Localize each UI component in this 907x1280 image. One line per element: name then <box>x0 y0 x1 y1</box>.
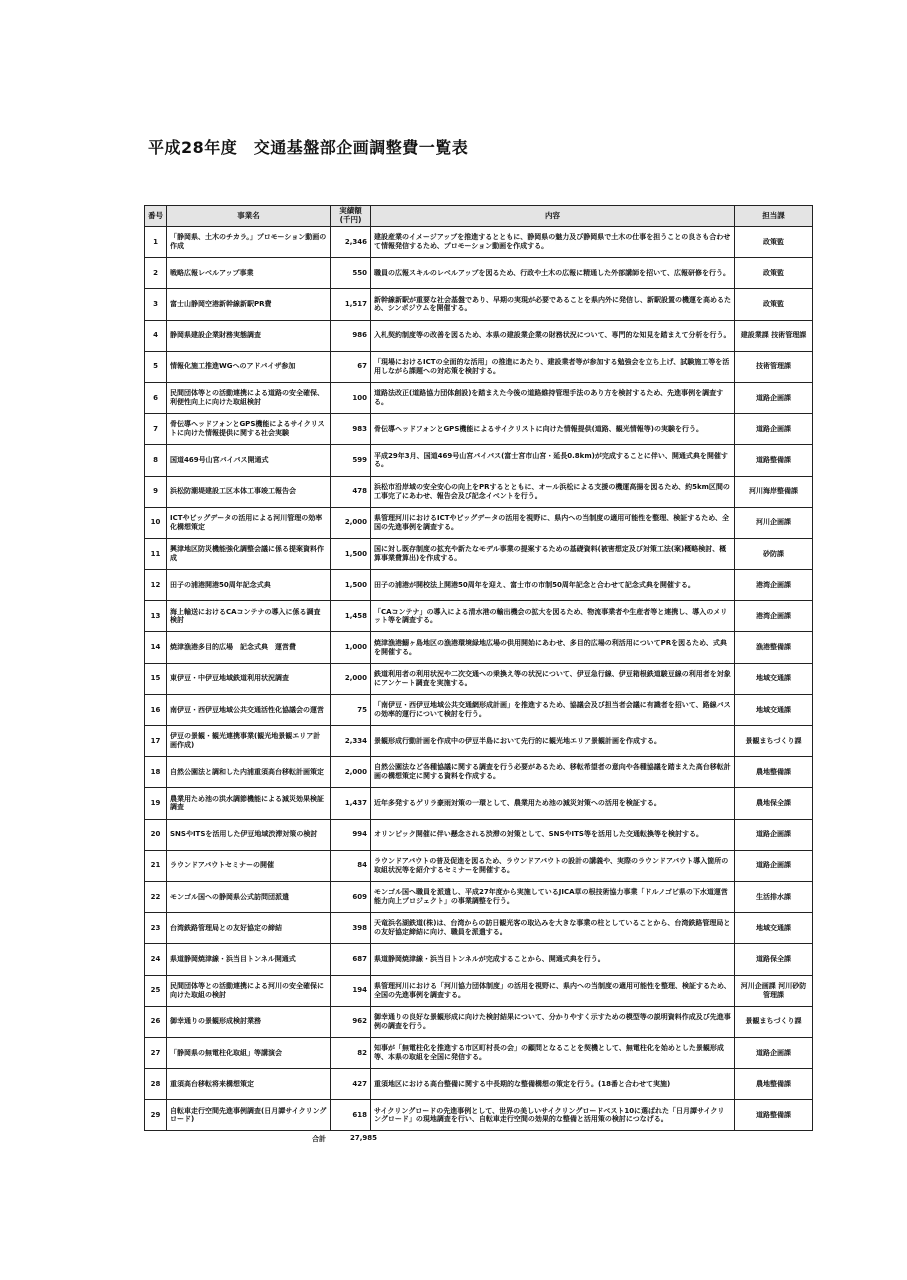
row-description: 建設産業のイメージアップを推進するとともに、静岡県の魅力及び静岡県で土木の仕事を担うことの良さも合わせて情報発信するため、プロモーション動画を作成する。 <box>371 227 735 258</box>
row-number: 17 <box>145 726 167 757</box>
row-amount: 2,000 <box>331 663 371 694</box>
row-number: 1 <box>145 227 167 258</box>
row-department: 地域交通課 <box>735 663 813 694</box>
row-project-name: 海上輸送におけるCAコンテナの導入に係る調査検討 <box>167 601 331 632</box>
row-department: 道路企画課 <box>735 382 813 413</box>
table-row <box>145 351 813 382</box>
table-row <box>145 538 813 569</box>
table-row <box>145 289 813 320</box>
row-department: 港湾企画課 <box>735 601 813 632</box>
row-project-name: 自然公園法と調和した内浦重須高台移転計画策定 <box>167 757 331 788</box>
row-number: 5 <box>145 351 167 382</box>
row-description: 国に対し既存制度の拡充や新たなモデル事業の提案するための基礎資料(被害想定及び対策工法(案)概略検討、概算事業費算出)を作成する。 <box>371 538 735 569</box>
table-row <box>145 975 813 1006</box>
table-row <box>145 788 813 819</box>
row-project-name: 田子の浦港開港50周年記念式典 <box>167 570 331 601</box>
table-row <box>145 913 813 944</box>
row-description: 田子の浦港が開校法上開港50周年を迎え、富士市の市制50周年記念と合わせて記念式典を開催する。 <box>371 570 735 601</box>
row-amount: 618 <box>331 1100 371 1131</box>
row-department: 砂防課 <box>735 538 813 569</box>
header-no: 番号 <box>145 206 167 227</box>
table-row <box>145 227 813 258</box>
row-number: 2 <box>145 258 167 289</box>
row-project-name: 興津地区防災機能強化調整会議に係る提案資料作成 <box>167 538 331 569</box>
row-description: 平成29年3月、国道469号山宮バイパス(富士宮市山宮・延長0.8km)が完成することに伴い、開通式典を開催する。 <box>371 445 735 476</box>
row-description: 浜松市沿岸域の安全安心の向上をPRするとともに、オール浜松による支援の機運高揚を図るため、約5km区間の工事完了にあわせ、報告会及び記念イベントを行う。 <box>371 476 735 507</box>
row-description: 入札契約制度等の改善を図るため、本県の建設業企業の財務状況について、専門的な知見を踏まえて分析を行う。 <box>371 320 735 351</box>
row-project-name: 民間団体等との活動連携による河川の安全確保に向けた取組の検討 <box>167 975 331 1006</box>
table-row <box>145 1006 813 1037</box>
row-project-name: SNSやITSを活用した伊豆地域渋滞対策の検討 <box>167 819 331 850</box>
table-row <box>145 881 813 912</box>
row-number: 9 <box>145 476 167 507</box>
row-amount: 550 <box>331 258 371 289</box>
row-number: 13 <box>145 601 167 632</box>
row-department: 道路企画課 <box>735 819 813 850</box>
row-project-name: 重須高台移転将来構想策定 <box>167 1069 331 1100</box>
table-row <box>145 1037 813 1068</box>
row-number: 21 <box>145 850 167 881</box>
row-number: 4 <box>145 320 167 351</box>
row-department: 政策監 <box>735 227 813 258</box>
row-project-name: 台湾鉄路管理局との友好協定の締結 <box>167 913 331 944</box>
row-department: 道路整備課 <box>735 1100 813 1131</box>
row-description: 鉄道利用者の利用状況や二次交通への乗換え等の状況について、伊豆急行線、伊豆箱根鉄道駿豆線の利用者を対象にアンケート調査を実施する。 <box>371 663 735 694</box>
row-amount: 427 <box>331 1069 371 1100</box>
table-row <box>145 944 813 975</box>
row-department: 道路企画課 <box>735 414 813 445</box>
table-row <box>145 819 813 850</box>
row-number: 18 <box>145 757 167 788</box>
row-department: 河川企画課 河川砂防管理課 <box>735 975 813 1006</box>
table-row <box>145 601 813 632</box>
row-department: 河川海岸整備課 <box>735 476 813 507</box>
row-number: 25 <box>145 975 167 1006</box>
row-description: 県道静岡焼津線・浜当目トンネルが完成することから、開通式典を行う。 <box>371 944 735 975</box>
row-department: 政策監 <box>735 258 813 289</box>
row-description: 道路法改正(道路協力団体創設)を踏まえた今後の道路維持管理手法のあり方を検討するため、先進事例を調査する。 <box>371 382 735 413</box>
row-number: 15 <box>145 663 167 694</box>
row-description: 県管理河川におけるICTやビッグデータの活用を視野に、県内への当制度の適用可能性を整理、検証するため、全国の先進事例を調査する。 <box>371 507 735 538</box>
row-description: 職員の広報スキルのレベルアップを図るため、行政や土木の広報に精通した外部講師を招いて、広報研修を行う。 <box>371 258 735 289</box>
row-department: 道路企画課 <box>735 850 813 881</box>
row-description: 自然公園法など各種協議に関する調査を行う必要があるため、移転希望者の意向や各種協議を踏まえた高台移転計画の構想策定に関する資料を作成する。 <box>371 757 735 788</box>
table-row <box>145 632 813 663</box>
row-department: 道路企画課 <box>735 1037 813 1068</box>
row-description: 「CAコンテナ」の導入による清水港の輸出機会の拡大を図るため、物流事業者や生産者等と連携し、導入のメリット等を調査する。 <box>371 601 735 632</box>
row-number: 8 <box>145 445 167 476</box>
row-project-name: 静岡県建設企業財務実態調査 <box>167 320 331 351</box>
row-department: 漁港整備課 <box>735 632 813 663</box>
row-department: 技術管理課 <box>735 351 813 382</box>
row-project-name: 焼津漁港多目的広場 記念式典 運営費 <box>167 632 331 663</box>
row-description: 新幹線新駅が重要な社会基盤であり、早期の実現が必要であることを県内外に発信し、新駅設置の機運を高めるため、シンポジウムを開催する。 <box>371 289 735 320</box>
row-number: 23 <box>145 913 167 944</box>
row-project-name: 伊豆の景観・観光連携事業(観光地景観エリア計画作成) <box>167 726 331 757</box>
row-number: 14 <box>145 632 167 663</box>
table-row <box>145 445 813 476</box>
row-amount: 1,500 <box>331 538 371 569</box>
row-project-name: 富士山静岡空港新幹線新駅PR費 <box>167 289 331 320</box>
row-amount: 478 <box>331 476 371 507</box>
row-description: サイクリングロードの先進事例として、世界の美しいサイクリングロードベスト10に選ばれた「日月譚サイクリングロード」の現地調査を行い、自転車走行空間の効果的な整備と活用策の検討につなげる。 <box>371 1100 735 1131</box>
row-amount: 2,000 <box>331 507 371 538</box>
table-row <box>145 382 813 413</box>
row-number: 12 <box>145 570 167 601</box>
row-amount: 67 <box>331 351 371 382</box>
row-department: 河川企画課 <box>735 507 813 538</box>
row-project-name: 「静岡県の無電柱化取組」等講演会 <box>167 1037 331 1068</box>
row-number: 3 <box>145 289 167 320</box>
table-row <box>145 1069 813 1100</box>
row-number: 7 <box>145 414 167 445</box>
row-department: 道路保全課 <box>735 944 813 975</box>
row-project-name: 情報化施工推進WGへのアドバイザ参加 <box>167 351 331 382</box>
row-project-name: 戦略広報レベルアップ事業 <box>167 258 331 289</box>
row-amount: 1,437 <box>331 788 371 819</box>
row-number: 29 <box>145 1100 167 1131</box>
row-department: 建設業課 技術管理課 <box>735 320 813 351</box>
row-number: 10 <box>145 507 167 538</box>
table-row <box>145 414 813 445</box>
row-project-name: 国道469号山宮バイパス開通式 <box>167 445 331 476</box>
row-project-name: 農業用ため池の洪水調節機能による減災効果検証調査 <box>167 788 331 819</box>
row-number: 20 <box>145 819 167 850</box>
row-amount: 2,334 <box>331 726 371 757</box>
row-department: 生活排水課 <box>735 881 813 912</box>
row-description: 県管理河川における「河川協力団体制度」の活用を視野に、県内への当制度の適用可能性を整理、検証するため、全国の先進事例を調査する。 <box>371 975 735 1006</box>
header-amount: 実績額(千円) <box>331 206 371 227</box>
row-number: 16 <box>145 694 167 725</box>
header-dept: 担当課 <box>735 206 813 227</box>
row-description: 近年多発するゲリラ豪雨対策の一環として、農業用ため池の減災対策への活用を検証する。 <box>371 788 735 819</box>
row-department: 農地保全課 <box>735 788 813 819</box>
row-number: 6 <box>145 382 167 413</box>
row-description: オリンピック開催に伴い懸念される渋滞の対策として、SNSやITS等を活用した交通転換等を検討する。 <box>371 819 735 850</box>
row-description: 御幸通りの良好な景観形成に向けた検討結果について、分かりやすく示すための模型等の説明資料作成及び先進事例の調査を行う。 <box>371 1006 735 1037</box>
row-amount: 194 <box>331 975 371 1006</box>
row-description: 知事が「無電柱化を推進する市区町村長の会」の顧問となることを契機として、無電柱化を始めとした景観形成等、本県の取組を全国に発信する。 <box>371 1037 735 1068</box>
row-project-name: 自転車走行空間先進事例調査(日月譚サイクリングロード) <box>167 1100 331 1131</box>
row-amount: 75 <box>331 694 371 725</box>
table-row <box>145 757 813 788</box>
table-row <box>145 694 813 725</box>
row-project-name: 御幸通りの景観形成検討業務 <box>167 1006 331 1037</box>
row-project-name: 民間団体等との活動連携による道路の安全確保、利便性向上に向けた取組検討 <box>167 382 331 413</box>
row-description: 「南伊豆・西伊豆地域公共交通網形成計画」を推進するため、協議会及び担当者会議に有識者を招いて、路線バスの効率的運行について検討を行う。 <box>371 694 735 725</box>
row-amount: 84 <box>331 850 371 881</box>
row-description: 重須地区における高台整備に関する中長期的な整備構想の策定を行う。(18番と合わせて実施) <box>371 1069 735 1100</box>
row-department: 道路整備課 <box>735 445 813 476</box>
row-project-name: ICTやビッグデータの活用による河川管理の効率化構想策定 <box>167 507 331 538</box>
row-amount: 687 <box>331 944 371 975</box>
row-amount: 2,346 <box>331 227 371 258</box>
row-department: 地域交通課 <box>735 694 813 725</box>
row-amount: 983 <box>331 414 371 445</box>
row-description: 「現場におけるICTの全面的な活用」の推進にあたり、建設業者等が参加する勉強会を立ち上げ、試験施工等を活用しながら課題への対応策を検討する。 <box>371 351 735 382</box>
row-amount: 609 <box>331 881 371 912</box>
row-project-name: 骨伝導ヘッドフォンとGPS機能によるサイクリストに向けた情報提供に関する社会実験 <box>167 414 331 445</box>
row-number: 19 <box>145 788 167 819</box>
row-amount: 1,500 <box>331 570 371 601</box>
page-title: 平成28年度 交通基盤部企画調整費一覧表 <box>148 138 469 157</box>
row-amount: 599 <box>331 445 371 476</box>
row-description: モンゴル国へ職員を派遣し、平成27年度から実施しているJICA草の根技術協力事業「ドルノゴビ県の下水道運営能力向上プロジェクト」の事業調整を行う。 <box>371 881 735 912</box>
row-number: 22 <box>145 881 167 912</box>
row-project-name: 浜松防潮堤建設工区本体工事竣工報告会 <box>167 476 331 507</box>
table-row <box>145 320 813 351</box>
table-row <box>145 850 813 881</box>
row-project-name: 東伊豆・中伊豆地域鉄道利用状況調査 <box>167 663 331 694</box>
row-department: 農地整備課 <box>735 1069 813 1100</box>
row-number: 26 <box>145 1006 167 1037</box>
row-project-name: 県道静岡焼津線・浜当目トンネル開通式 <box>167 944 331 975</box>
header-description: 内容 <box>371 206 735 227</box>
row-department: 景観まちづくり課 <box>735 1006 813 1037</box>
row-number: 27 <box>145 1037 167 1068</box>
row-department: 政策監 <box>735 289 813 320</box>
row-project-name: モンゴル国への静岡県公式訪問団派遣 <box>167 881 331 912</box>
table-row <box>145 570 813 601</box>
row-department: 港湾企画課 <box>735 570 813 601</box>
row-project-name: 「静岡県、土木のチカラ。」プロモーション動画の作成 <box>167 227 331 258</box>
row-department: 地域交通課 <box>735 913 813 944</box>
row-description: 景観形成行動計画を作成中の伊豆半島において先行的に観光地エリア景観計画を作成する。 <box>371 726 735 757</box>
row-project-name: ラウンドアバウトセミナーの開催 <box>167 850 331 881</box>
row-number: 24 <box>145 944 167 975</box>
row-amount: 1,458 <box>331 601 371 632</box>
row-amount: 82 <box>331 1037 371 1068</box>
table-header-row <box>145 206 813 227</box>
row-amount: 1,517 <box>331 289 371 320</box>
row-number: 11 <box>145 538 167 569</box>
row-project-name: 南伊豆・西伊豆地域公共交通活性化協議会の運営 <box>167 694 331 725</box>
table-body <box>145 227 813 1131</box>
row-amount: 398 <box>331 913 371 944</box>
row-department: 農地整備課 <box>735 757 813 788</box>
row-description: 天竜浜名湖鉄道(株)は、台湾からの訪日観光客の取込みを大きな事業の柱としていることから、台湾鉄路管理局との友好協定締結に向け、職員を派遣する。 <box>371 913 735 944</box>
row-amount: 1,000 <box>331 632 371 663</box>
table-row <box>145 726 813 757</box>
row-amount: 2,000 <box>331 757 371 788</box>
header-name: 事業名 <box>167 206 331 227</box>
table-row <box>145 1100 813 1131</box>
row-description: ラウンドアバウトの普及促進を図るため、ラウンドアバウトの設計の講義や、実際のラウンドアバウト導入箇所の取組状況等を紹介するセミナーを開催する。 <box>371 850 735 881</box>
total-value: 27,985 <box>350 1134 378 1142</box>
row-amount: 962 <box>331 1006 371 1037</box>
table-row <box>145 476 813 507</box>
row-department: 景観まちづくり課 <box>735 726 813 757</box>
row-description: 焼津漁港鰯ヶ島地区の漁港環境緑地広場の供用開始にあわせ、多目的広場の利活用についてPRを図るため、式典を開催する。 <box>371 632 735 663</box>
row-amount: 994 <box>331 819 371 850</box>
table-row <box>145 663 813 694</box>
row-description: 骨伝導ヘッドフォンとGPS機能によるサイクリストに向けた情報提供(道路、観光情報等)の実験を行う。 <box>371 414 735 445</box>
table-row <box>145 507 813 538</box>
project-table <box>144 205 813 1131</box>
row-number: 28 <box>145 1069 167 1100</box>
row-amount: 100 <box>331 382 371 413</box>
row-amount: 986 <box>331 320 371 351</box>
total-label: 合計 <box>312 1135 326 1143</box>
table-row <box>145 258 813 289</box>
